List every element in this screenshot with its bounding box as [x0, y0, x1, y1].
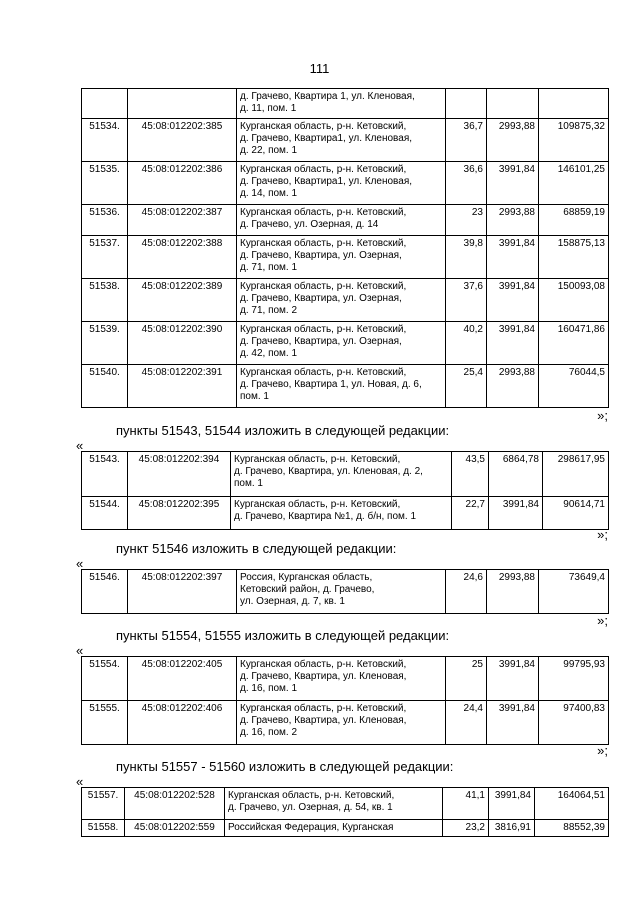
address-line: д. Грачево, Квартира 1, ул. Новая, д. 6,	[240, 379, 422, 390]
cadastral-number-cell: 45:08:012202:386	[128, 162, 237, 205]
address-line: Курганская область, р-н. Кетовский,	[240, 324, 407, 335]
area-cell: 37,6	[446, 279, 487, 322]
amendment-heading: пункты 51554, 51555 изложить в следующей редакции:	[116, 628, 450, 643]
total-value-cell	[539, 89, 609, 119]
cadastral-number-cell: 45:08:012202:405	[128, 657, 237, 701]
closing-quote: »;	[597, 613, 608, 628]
item-number-cell: 51544.	[82, 497, 128, 530]
item-number-cell: 51546.	[82, 570, 128, 614]
address-cell	[237, 279, 446, 322]
area-cell: 23	[446, 205, 487, 236]
closing-quote: »;	[597, 743, 608, 758]
address-line: д. Грачево, Квартира №1, д. б/н, пом. 1	[234, 511, 417, 522]
table-row	[82, 162, 609, 205]
registry-table-2	[81, 451, 609, 530]
table-row	[82, 452, 609, 497]
address-cell	[237, 570, 446, 614]
amendment-heading: пункты 51557 - 51560 изложить в следующей редакции:	[116, 759, 454, 774]
address-line: Россия, Курганская область,	[240, 572, 373, 583]
table-row	[82, 701, 609, 745]
item-number-cell: 51557.	[82, 788, 125, 820]
total-value-cell: 158875,13	[539, 236, 609, 279]
item-number-cell: 51536.	[82, 205, 128, 236]
table-row	[82, 119, 609, 162]
cadastral-number-cell: 45:08:012202:390	[128, 322, 237, 365]
address-line: д. Грачево, Квартира, ул. Озерная,	[240, 336, 402, 347]
price-per-unit-cell: 3991,84	[487, 657, 539, 701]
address-line: Курганская область, р-н. Кетовский,	[234, 499, 401, 510]
table-row	[82, 365, 609, 408]
amendment-heading: пункты 51543, 51544 изложить в следующей редакции:	[116, 423, 450, 438]
address-cell	[231, 452, 452, 497]
price-per-unit-cell: 3991,84	[487, 236, 539, 279]
closing-quote: »;	[597, 408, 608, 423]
area-cell: 23,2	[443, 820, 489, 837]
table-row	[82, 205, 609, 236]
address-line: Курганская область, р-н. Кетовский,	[240, 659, 407, 670]
address-line: д. Грачево, Квартира1, ул. Кленовая,	[240, 176, 413, 187]
total-value-cell: 146101,25	[539, 162, 609, 205]
total-value-cell: 164064,51	[535, 788, 609, 820]
total-value-cell: 109875,32	[539, 119, 609, 162]
area-cell: 43,5	[452, 452, 489, 497]
address-line: д. 16, пом. 1	[240, 683, 298, 694]
table-row	[82, 236, 609, 279]
price-per-unit-cell	[487, 89, 539, 119]
address-cell	[237, 236, 446, 279]
table-row	[82, 322, 609, 365]
price-per-unit-cell: 3991,84	[487, 701, 539, 745]
address-line: д. Грачево, Квартира, ул. Кленовая, д. 2,	[234, 466, 423, 477]
price-per-unit-cell: 3991,84	[487, 162, 539, 205]
total-value-cell: 298617,95	[543, 452, 609, 497]
price-per-unit-cell: 2993,88	[487, 119, 539, 162]
address-line: ул. Озерная, д. 7, кв. 1	[240, 596, 345, 607]
address-line: Курганская область, р-н. Кетовский,	[240, 121, 407, 132]
address-cell	[237, 89, 446, 119]
registry-table-1	[81, 88, 609, 408]
address-cell	[237, 657, 446, 701]
area-cell: 40,2	[446, 322, 487, 365]
price-per-unit-cell: 6864,78	[489, 452, 543, 497]
area-cell: 25,4	[446, 365, 487, 408]
address-line: Российская Федерация, Курганская	[228, 822, 394, 833]
address-line: Курганская область, р-н. Кетовский,	[240, 238, 407, 249]
price-per-unit-cell: 2993,88	[487, 365, 539, 408]
address-line: Курганская область, р-н. Кетовский,	[240, 281, 407, 292]
address-line: д. Грачево, ул. Озерная, д. 14	[240, 219, 379, 230]
address-cell	[237, 119, 446, 162]
price-per-unit-cell: 3991,84	[489, 497, 543, 530]
cadastral-number-cell	[128, 89, 237, 119]
area-cell: 41,1	[443, 788, 489, 820]
price-per-unit-cell: 2993,88	[487, 570, 539, 614]
address-cell	[237, 322, 446, 365]
address-cell	[237, 205, 446, 236]
table-row	[82, 788, 609, 820]
amendment-heading: пункт 51546 изложить в следующей редакции:	[116, 541, 397, 556]
address-line: Курганская область, р-н. Кетовский,	[240, 164, 407, 175]
cadastral-number-cell: 45:08:012202:388	[128, 236, 237, 279]
cadastral-number-cell: 45:08:012202:559	[125, 820, 225, 837]
area-cell: 24,4	[446, 701, 487, 745]
area-cell	[446, 89, 487, 119]
address-line: д. Грачево, ул. Озерная, д. 54, кв. 1	[228, 802, 393, 813]
area-cell: 24,6	[446, 570, 487, 614]
address-line: д. 14, пом. 1	[240, 188, 298, 199]
address-line: д. 11, пом. 1	[240, 103, 297, 114]
address-line: д. 71, пом. 2	[240, 305, 298, 316]
address-cell	[237, 162, 446, 205]
total-value-cell: 150093,08	[539, 279, 609, 322]
cadastral-number-cell: 45:08:012202:391	[128, 365, 237, 408]
area-cell: 25	[446, 657, 487, 701]
item-number-cell: 51538.	[82, 279, 128, 322]
item-number-cell: 51534.	[82, 119, 128, 162]
area-cell: 36,7	[446, 119, 487, 162]
address-cell	[237, 365, 446, 408]
cadastral-number-cell: 45:08:012202:395	[128, 497, 231, 530]
address-line: д. Грачево, Квартира, ул. Кленовая,	[240, 671, 407, 682]
address-cell	[231, 497, 452, 530]
address-line: пом. 1	[234, 478, 263, 489]
address-line: Курганская область, р-н. Кетовский,	[240, 367, 407, 378]
area-cell: 36,6	[446, 162, 487, 205]
opening-quote: «	[76, 438, 84, 453]
address-line: д. 22, пом. 1	[240, 145, 298, 156]
address-line: д. Грачево, Квартира, ул. Кленовая,	[240, 715, 407, 726]
table-row	[82, 89, 609, 119]
item-number-cell: 51558.	[82, 820, 125, 837]
price-per-unit-cell: 3991,84	[487, 322, 539, 365]
cadastral-number-cell: 45:08:012202:394	[128, 452, 231, 497]
opening-quote: «	[76, 643, 84, 658]
address-cell	[225, 788, 443, 820]
item-number-cell: 51539.	[82, 322, 128, 365]
address-line: Кетовский район, д. Грачево,	[240, 584, 375, 595]
address-line: д. Грачево, Квартира1, ул. Кленовая,	[240, 133, 413, 144]
cadastral-number-cell: 45:08:012202:385	[128, 119, 237, 162]
cadastral-number-cell: 45:08:012202:406	[128, 701, 237, 745]
address-line: Курганская область, р-н. Кетовский,	[240, 703, 407, 714]
opening-quote: «	[76, 556, 84, 571]
price-per-unit-cell: 3991,84	[487, 279, 539, 322]
address-line: д. 42, пом. 1	[240, 348, 298, 359]
registry-table-4	[81, 656, 609, 745]
address-line: Курганская область, р-н. Кетовский,	[228, 790, 395, 801]
cadastral-number-cell: 45:08:012202:397	[128, 570, 237, 614]
address-cell	[225, 820, 443, 837]
page-number: 111	[309, 61, 330, 76]
item-number-cell: 51555.	[82, 701, 128, 745]
address-line: д. 71, пом. 1	[240, 262, 298, 273]
opening-quote: «	[76, 774, 84, 789]
item-number-cell: 51540.	[82, 365, 128, 408]
item-number-cell: 51554.	[82, 657, 128, 701]
item-number-cell: 51537.	[82, 236, 128, 279]
table-row	[82, 820, 609, 837]
total-value-cell: 99795,93	[539, 657, 609, 701]
registry-table-5	[81, 787, 609, 837]
item-number-cell: 51543.	[82, 452, 128, 497]
total-value-cell: 76044,5	[539, 365, 609, 408]
table-row	[82, 279, 609, 322]
area-cell: 39,8	[446, 236, 487, 279]
item-number-cell	[82, 89, 128, 119]
price-per-unit-cell: 3816,91	[489, 820, 535, 837]
address-cell	[237, 701, 446, 745]
cadastral-number-cell: 45:08:012202:387	[128, 205, 237, 236]
cadastral-number-cell: 45:08:012202:528	[125, 788, 225, 820]
total-value-cell: 97400,83	[539, 701, 609, 745]
address-line: д. Грачево, Квартира, ул. Озерная,	[240, 293, 402, 304]
total-value-cell: 73649,4	[539, 570, 609, 614]
address-line: Курганская область, р-н. Кетовский,	[234, 454, 401, 465]
address-line: д. Грачево, Квартира 1, ул. Кленовая,	[240, 91, 415, 102]
address-line: пом. 1	[240, 391, 269, 402]
total-value-cell: 90614,71	[543, 497, 609, 530]
registry-table-3	[81, 569, 609, 614]
closing-quote: »;	[597, 527, 608, 542]
address-line: д. Грачево, Квартира, ул. Озерная,	[240, 250, 402, 261]
total-value-cell: 88552,39	[535, 820, 609, 837]
price-per-unit-cell: 3991,84	[489, 788, 535, 820]
table-row	[82, 570, 609, 614]
total-value-cell: 68859,19	[539, 205, 609, 236]
address-line: д. 16, пом. 2	[240, 727, 298, 738]
address-line: Курганская область, р-н. Кетовский,	[240, 207, 407, 218]
item-number-cell: 51535.	[82, 162, 128, 205]
price-per-unit-cell: 2993,88	[487, 205, 539, 236]
cadastral-number-cell: 45:08:012202:389	[128, 279, 237, 322]
table-row	[82, 657, 609, 701]
area-cell: 22,7	[452, 497, 489, 530]
total-value-cell: 160471,86	[539, 322, 609, 365]
table-row	[82, 497, 609, 530]
